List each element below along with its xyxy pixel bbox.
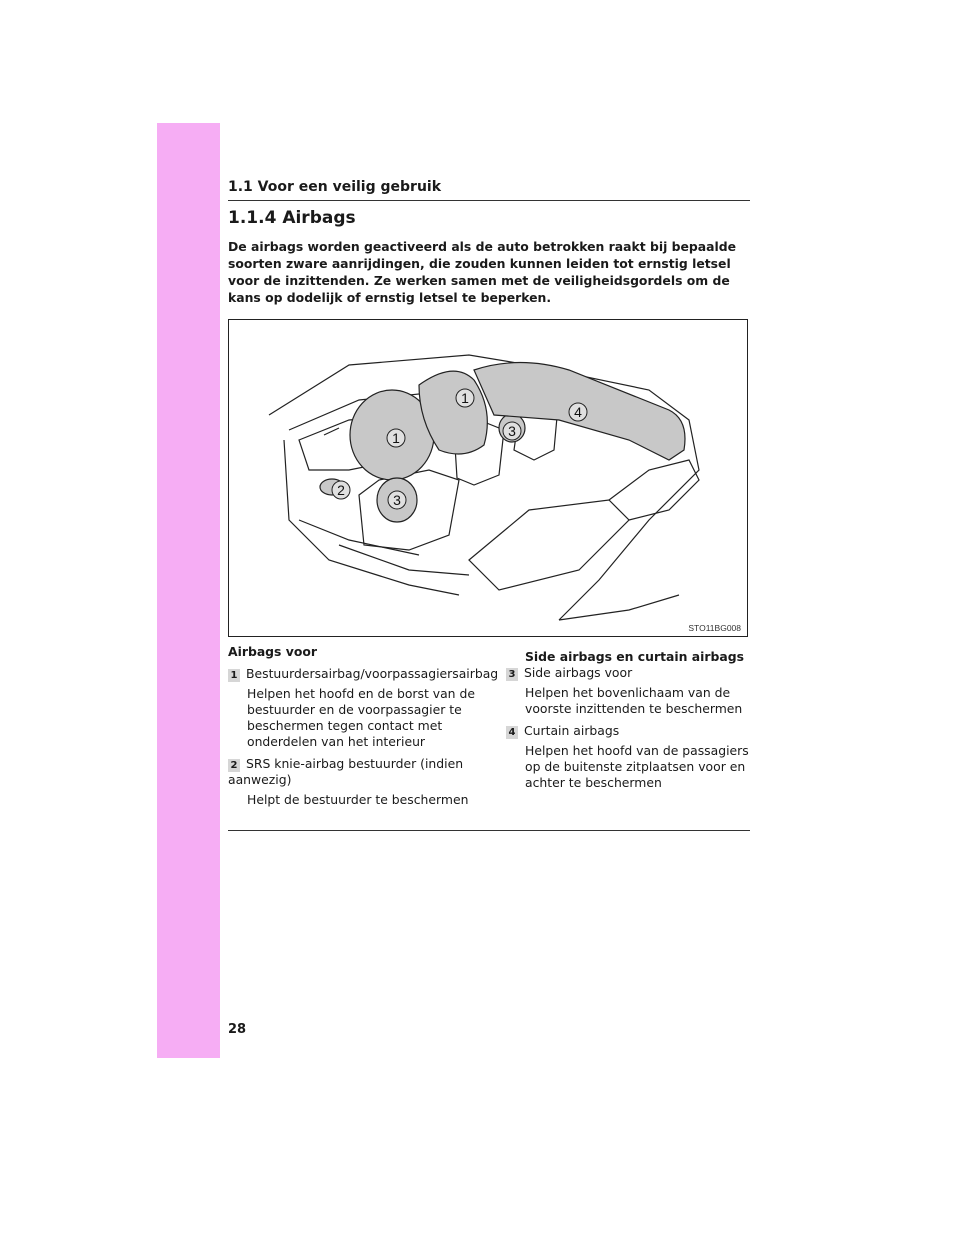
item-label: Curtain airbags [524,723,620,738]
item-number: 3 [506,668,518,681]
side-curtain-heading: Side airbags en curtain airbags [525,649,744,664]
page-title: 1.1.4 Airbags [228,208,356,228]
side-curtain-airbags-section [506,649,756,791]
item-label: SRS knie-airbag bestuurder (indien aanwezig) [228,756,464,787]
item-label: Side airbags voor [524,665,633,680]
section-header: 1.1 Voor een veilig gebruik [228,179,750,201]
item-number: 2 [228,759,240,772]
list-item [506,723,756,791]
item-description: Helpen het bovenlichaam van de voorste inzittenden te beschermen [525,685,743,716]
front-airbags-section [228,644,500,808]
chapter-tab [157,123,220,1058]
intro-paragraph: De airbags worden geactiveerd als de auto betrokken raakt bij bepaalde soorten zware aanrijdingen, die zouden kunnen leiden tot ernstig letsel voor de inzittenden. Ze werken samen met de veiligheidsgordels om de kans op dodelijk of ernstig letsel te beperken. [228,239,737,305]
figure-code: STO11BG008 [688,623,741,633]
list-item [228,756,500,808]
page-number: 28 [228,1022,247,1037]
car-interior-drawing [229,320,747,636]
list-item [228,666,500,750]
item-description: Helpen het hoofd en de borst van de bestuurder en de voorpassagier te beschermen tegen contact met onderdelen van het interieur [247,686,475,749]
item-description: Helpt de bestuurder te beschermen [247,792,469,807]
front-airbags-heading: Airbags voor [228,644,317,659]
callout-1b: 1 [461,390,469,406]
callout-3b: 3 [508,423,516,439]
airbag-illustration [228,319,748,637]
item-description: Helpen het hoofd van de passagiers op de buitenste zitplaatsen voor en achter te beschermen [525,743,749,790]
callout-4: 4 [574,404,582,420]
callout-1a: 1 [392,430,400,446]
bottom-divider [228,830,750,831]
item-label: Bestuurdersairbag/voorpassagiersairbag [246,666,499,681]
callout-3a: 3 [393,492,401,508]
item-number: 1 [228,669,240,682]
list-item [506,665,756,717]
item-number: 4 [506,726,518,739]
callout-2: 2 [337,482,345,498]
